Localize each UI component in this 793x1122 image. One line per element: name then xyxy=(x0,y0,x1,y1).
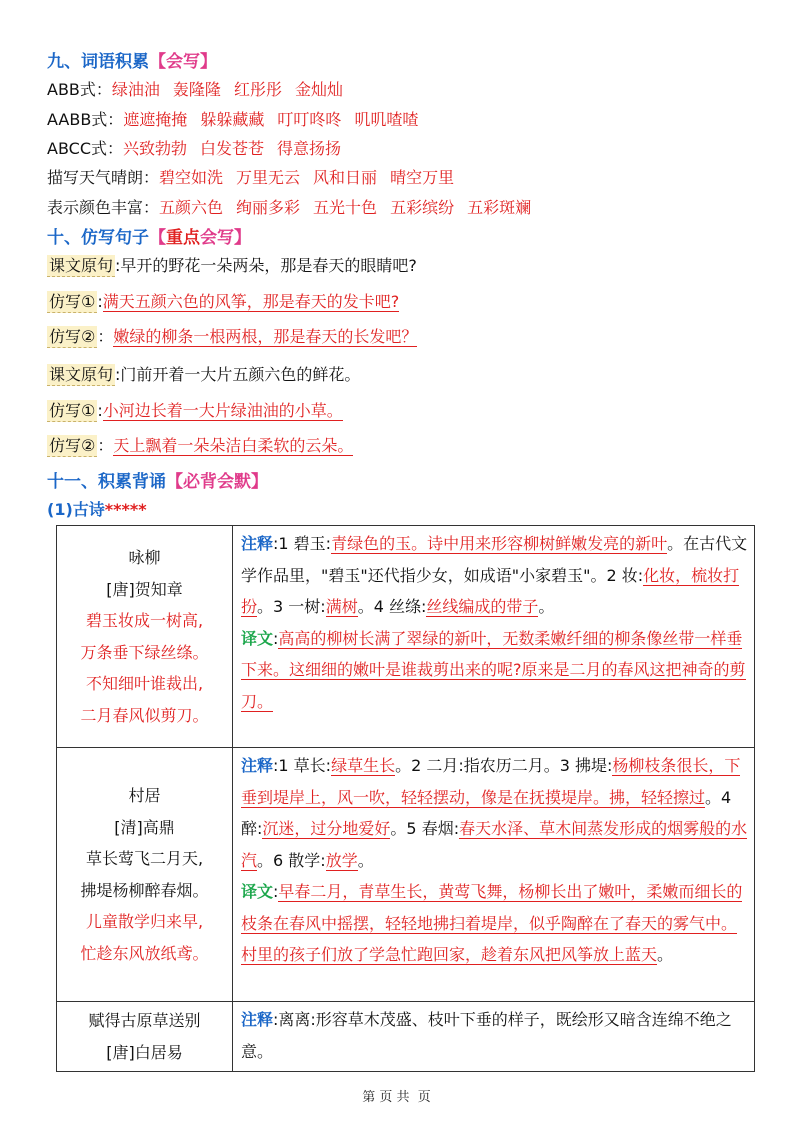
translation-text: 高高的柳树长满了翠绿的新叶，无数柔嫩纤细的柳条像丝带一样垂下来。这细细的嫩叶是谁裁剪出来的呢?原来是二月的春风这把神奇的剪刀。 xyxy=(241,628,746,711)
subsection-title: (1)古诗 xyxy=(47,500,105,519)
word: 轰隆隆 xyxy=(172,80,221,99)
sentence-text: 早开的野花一朵两朵，那是春天的眼睛吧? xyxy=(120,256,417,275)
notes-text: 。在古代文学作品里，"碧玉"还代指少女，如成语"小家碧玉"。2 妆: xyxy=(241,534,748,585)
section-9-title: 九、词语积累 xyxy=(47,52,149,72)
poem-text-cell xyxy=(57,526,233,748)
sentence-text: 天上飘着一朵朵洁白柔软的云朵。 xyxy=(113,436,354,455)
notes-text: 沉迷，过分地爱好 xyxy=(262,819,391,838)
section-10-tag-open: 【 xyxy=(149,228,166,248)
poem-line: 忙趁东风放纸鸢。 xyxy=(80,943,209,963)
word: 万里无云 xyxy=(236,168,301,187)
notes-text: 绿草生长 xyxy=(331,756,396,775)
word: 五彩斑斓 xyxy=(467,198,532,217)
word: 风和日丽 xyxy=(313,168,378,187)
sentence-text: 嫩绿的柳条一根两根，那是春天的长发吧？ xyxy=(113,327,418,346)
word: 绚丽多彩 xyxy=(236,198,301,217)
word: 叮叮咚咚 xyxy=(277,110,342,129)
word-row-label: 描写天气晴朗： xyxy=(47,168,160,187)
word: 兴致勃勃 xyxy=(123,139,188,158)
poem-author: [清]高鼎 xyxy=(114,817,175,837)
poem-row xyxy=(57,748,755,1002)
sentence-separator: : xyxy=(115,256,121,275)
word-row xyxy=(47,196,544,220)
section-10-heading xyxy=(47,226,251,250)
word: 碧空如洗 xyxy=(159,168,224,187)
notes-text: 化妆，梳妆打扮 xyxy=(241,565,740,616)
word-row xyxy=(47,78,356,102)
sentence-label: 仿写② xyxy=(49,327,96,346)
notes-text: 春天水泽、草木间蒸发形成的烟雾般的水汽 xyxy=(241,819,748,870)
poem-line: 万条垂下绿丝绦。 xyxy=(80,642,209,662)
sentence-text: 满天五颜六色的风筝，那是春天的发卡吧? xyxy=(102,292,400,311)
poem-line: 儿童散学归来早, xyxy=(85,912,204,931)
word: 躲躲藏藏 xyxy=(200,110,265,129)
word: 五彩缤纷 xyxy=(390,198,455,217)
poem-line: 碧玉妆成一树高, xyxy=(85,611,204,630)
sentence-label: 仿写② xyxy=(49,436,96,455)
section-11-title: 十一、积累背诵 xyxy=(47,472,166,492)
sentence-separator: : xyxy=(115,365,121,384)
translation-text: 早春二月，青草生长，黄莺飞舞，杨柳长出了嫩叶，柔嫩而细长的枝条在春风中摇摆，轻轻地拂扫着堤岸，似乎陶醉在了春天的雾气中。村里的孩子们放了学急忙跑回家，趁着东风把风筝放上蓝天 xyxy=(241,882,743,964)
notes-label: 注释 xyxy=(241,756,274,775)
notes-text: 。6 散学: xyxy=(257,850,326,870)
word-row-label: 表示颜色丰富： xyxy=(47,198,160,217)
poem-title: 咏柳 xyxy=(128,548,161,567)
poem-text-cell xyxy=(57,748,233,1002)
poem-author: [唐]贺知章 xyxy=(106,579,183,599)
sentence-label: 仿写① xyxy=(49,292,96,311)
poem-text-cell xyxy=(57,1002,233,1072)
original-sentence xyxy=(47,253,417,279)
importance-stars: ***** xyxy=(104,500,147,519)
poem-title: 赋得古原草送别 xyxy=(88,1011,201,1030)
poem-translation xyxy=(241,876,748,971)
notes-text: 。4 醉: xyxy=(241,787,732,838)
poem-notes-cell xyxy=(233,1002,755,1072)
word-row-label: AABB式： xyxy=(47,110,124,129)
section-9-heading xyxy=(47,50,217,74)
notes-text: 。 xyxy=(538,597,555,616)
word: 绿油油 xyxy=(111,80,160,99)
sentence-separator: : xyxy=(97,292,103,311)
sentence-label: 课文原句 xyxy=(49,256,114,275)
translation-label: 译文 xyxy=(241,628,274,648)
word-row-label: ABCC式： xyxy=(47,139,123,158)
notes-text: 放学 xyxy=(325,850,358,870)
translation-sep: : xyxy=(273,628,279,648)
notes-text: 。4 丝绦: xyxy=(357,597,427,616)
notes-text: 杨柳枝条很长，下垂到堤岸上，风一吹，轻轻摆动，像是在抚摸堤岸。拂，轻轻擦过 xyxy=(241,756,741,807)
poem-line: 二月春风似剪刀。 xyxy=(80,705,209,725)
notes-text: 。2 二月:指农历二月。3 拂堤: xyxy=(395,756,613,775)
section-10-tag-rest: 会写】 xyxy=(200,228,251,248)
word: 五光十色 xyxy=(313,198,378,217)
section-11-tag: 【必背会默】 xyxy=(166,472,268,492)
word: 五颜六色 xyxy=(159,198,224,217)
poem-notes xyxy=(241,1004,748,1067)
word-row-label: ABB式： xyxy=(47,80,112,99)
notes-text: :1 草长: xyxy=(273,756,332,775)
imitation-sentence xyxy=(47,398,343,424)
notes-text: :离离:形容草木茂盛、枝叶下垂的样子，既绘形又暗含连绵不绝之意。 xyxy=(241,1010,732,1061)
section-10-title: 十、仿写句子 xyxy=(47,228,149,248)
translation-sep: : xyxy=(273,882,279,901)
poem-row xyxy=(57,526,755,748)
section-10-tag-key: 重点 xyxy=(166,228,200,248)
sentence-text: 门前开着一大片五颜六色的鲜花。 xyxy=(120,365,361,384)
notes-text: 。3 一树: xyxy=(257,597,326,616)
notes-text: 。 xyxy=(357,850,374,870)
notes-label: 注释 xyxy=(241,1010,274,1029)
word-row xyxy=(47,166,467,190)
notes-text: 满树 xyxy=(325,597,358,616)
notes-text: 丝线编成的带子 xyxy=(426,597,539,616)
subsection-heading xyxy=(47,498,147,522)
poem-notes-cell xyxy=(233,526,755,748)
poem-author: [唐]白居易 xyxy=(106,1042,183,1062)
word: 白发苍苍 xyxy=(200,139,265,158)
poem-row xyxy=(57,1002,755,1072)
sentence-separator: ： xyxy=(97,327,114,346)
poem-table xyxy=(56,525,755,1072)
word: 红彤彤 xyxy=(233,80,282,99)
poem-notes-cell xyxy=(233,748,755,1002)
sentence-separator: ： xyxy=(97,436,114,455)
translation-end: 。 xyxy=(657,945,674,964)
notes-text: 。5 春烟: xyxy=(390,819,460,838)
section-9-tag: 【会写】 xyxy=(149,52,217,72)
poem-line: 拂堤杨柳醉春烟。 xyxy=(80,880,209,900)
imitation-sentence xyxy=(47,289,399,315)
word-row xyxy=(47,108,431,132)
sentence-separator: : xyxy=(97,401,103,420)
poem-title: 村居 xyxy=(128,786,161,805)
imitation-sentence xyxy=(47,324,417,350)
word: 遮遮掩掩 xyxy=(123,110,188,129)
word-row xyxy=(47,137,354,161)
imitation-sentence xyxy=(47,433,353,459)
translation-label: 译文 xyxy=(241,882,274,901)
sentence-text: 小河边长着一大片绿油油的小草。 xyxy=(102,401,343,420)
poem-translation xyxy=(241,623,748,718)
word: 得意扬扬 xyxy=(277,139,342,158)
poem-notes xyxy=(241,750,748,876)
poem-notes xyxy=(241,528,748,623)
section-11-heading xyxy=(47,470,268,494)
notes-label: 注释 xyxy=(241,534,274,553)
sentence-label: 课文原句 xyxy=(49,365,114,384)
original-sentence xyxy=(47,362,360,388)
notes-text: :1 碧玉: xyxy=(273,534,332,553)
sentence-label: 仿写① xyxy=(49,401,96,420)
poem-line: 不知细叶谁裁出, xyxy=(85,674,204,693)
word: 叽叽喳喳 xyxy=(354,110,419,129)
notes-text: 青绿色的玉。诗中用来形容柳树鲜嫩发亮的新叶 xyxy=(331,534,668,553)
poem-line: 草长莺飞二月天, xyxy=(85,849,204,868)
page-footer: 第 页 共 页 xyxy=(362,1090,431,1105)
word: 晴空万里 xyxy=(390,168,455,187)
word: 金灿灿 xyxy=(294,80,343,99)
